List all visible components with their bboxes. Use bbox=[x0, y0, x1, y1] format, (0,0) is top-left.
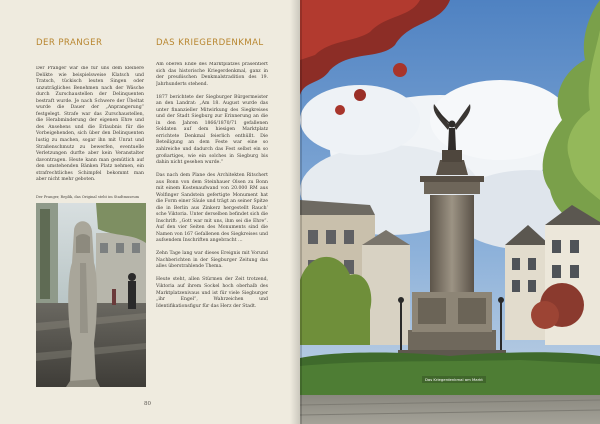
kriegerdenkmal-photo bbox=[300, 0, 600, 424]
kriegerdenkmal-paragraph-3: Das nach dem Plane des Architekten Ritschert aus Bonn von dem Steinhauer Olsen zu Bonn mit einem Kostenaufwand von 20.000 RM aus Wolfinger Sandstein gefertigte Monument hat die Form einer Säule und trägt an seiner Spitze die in Berlin aus Zinkerz hergestellt Rauch’ sche Viktoria. Unter derselben befindet sich die Inschrift: „Gott war mit uns, ihm sei die Ehre“. Auf den vier Seiten des Monuments sind die Namen von 167 Gefallenen des Siegkreises und aufsendem Inschriften angebracht … bbox=[156, 172, 268, 244]
heading-pranger: DER PRANGER bbox=[36, 38, 103, 48]
page-gutter bbox=[290, 0, 302, 424]
pranger-photo-image bbox=[36, 203, 146, 387]
pranger-paragraph: Der Pranger war die für uns dem kleinere Delikte wie beispielsweise Klatsch und Tratsch, tückisch leuten Singen oder unzuträgliches Benehmen nach der Wäsche durch Zurschaustellen der Delinquenten bestraft wurde. Je nach Schwere der Übeltat wurde die Dauer der „Anprangerung“ festgelegt. Strafe war das Zurschaustellen, die Herabminderung der eigenen Ehre und des Ansehens und die Erlaubnis für die Vorbeigehenden, sich über den Delinquenten lustig zu machen, sogar ihn mit Unrat und Straßenschmutz zu bewerfen, eventuelle Verletzungen durfte aber kein Veranstalter davontragen. Heute kann man gemütlich auf den umstehenden Bänken Platz nehmen, ein strafrechtliches Schimpfel bekommt man aber nicht mehr geboten. bbox=[36, 66, 144, 183]
kriegerdenkmal-paragraph-4: Zehn Tage lang war dieses Ereignis mit Vorund Nachberichten in der Siegburger Zeitung das alles überstrahlende Thema. bbox=[156, 251, 268, 270]
right-page bbox=[300, 0, 600, 424]
kriegerdenkmal-paragraph-2: 1877 berichtete der Siegburger Bürgermeister an den Landrat: „Am 18. August wurde das unter finanzieller Mitwirkung des Siegkreises und der Stadt Siegburg zur Erinnerung an die in den Jahren 1866/1870/71 gefallenen Soldaten auf dem hiesigen Marktplatz errichtete Denkmal feierlich enthüllt. Die Beteiligung an dem Feste war eine so zahlreiche und dadurch das Fest selbst ein so großartiges, wie ein solches in Siegburg bis dahin nicht gesehen wurde.“ bbox=[156, 94, 268, 166]
kriegerdenkmal-column bbox=[156, 62, 268, 400]
pranger-photo bbox=[36, 203, 146, 387]
heading-kriegerdenkmal: DAS KRIEGERDENKMAL bbox=[156, 38, 264, 48]
monument-caption: Das Kriegerdenkmal am Markt bbox=[422, 376, 486, 383]
pranger-column bbox=[36, 66, 144, 192]
kriegerdenkmal-paragraph-1: Am oberen Ende des Marktplatzes präsentiert sich das historische Kriegerdenkmal, ganz in der preußischen Denkmalstradition des 19. Jahrhunderts stehend. bbox=[156, 62, 268, 87]
statue-caption: Der Pranger, Replik, das Original steht im Stadtmuseum bbox=[36, 195, 140, 199]
kriegerdenkmal-paragraph-5: Heute steht, allen Stürmen der Zeit trotzend, Viktoria auf ihrem Sockel hoch oberhalb des Marktplatzenivaus und ist für viele Siegburger „ihr Engel“, Wahrzeichen und Identifikationsfigur für das Herz der Stadt. bbox=[156, 277, 268, 309]
page-number: 80 bbox=[144, 401, 151, 407]
